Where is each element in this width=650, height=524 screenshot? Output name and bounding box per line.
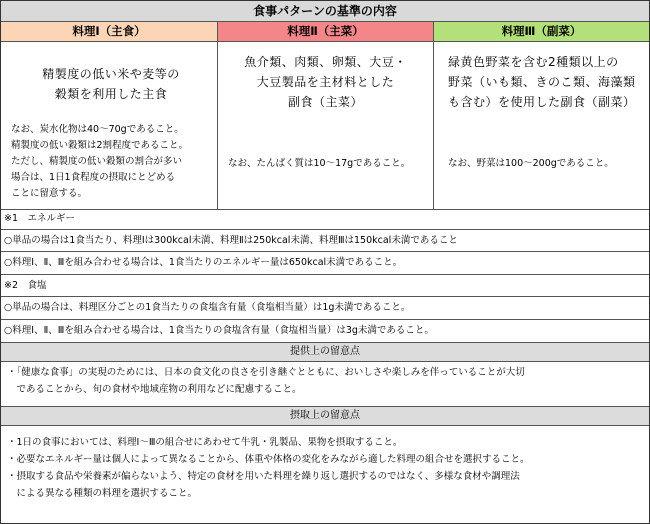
- main-dish-description: 魚介類、肉類、卵類、大豆・ 大豆製品を主材料とした 副食（主菜）: [244, 55, 407, 109]
- intake-text: ・1日の食事においては、料理Ⅰ～Ⅲの組合せにあわせて牛乳・乳製品、果物を摂取すること。 ・必要なエネルギー量は個人によって異なることから、体重や体格の変化をみながら適した料理の組合せを選択すること。 ・摂取する食品や栄養素が偏らないよう、特定の食材を用いた料理を繰り返し選択するのではなく、多様な食材や調理法 による異なる種類の料理を選択すること。: [7, 437, 530, 499]
- divider: [1, 229, 649, 230]
- column-staple: [1, 42, 218, 210]
- divider: [1, 296, 649, 297]
- header-staple: 料理Ⅰ（主食）: [1, 22, 218, 42]
- divider: [1, 319, 649, 320]
- energy-single: ○単品の場合は1食当たり、料理Ⅰは300kcal未満、料理Ⅱは250kcal未満、料理Ⅲは150kcal未満であること: [4, 235, 458, 246]
- salt-combined: ○料理Ⅰ、Ⅱ、Ⅲを組み合わせる場合は、1食当たりの食塩含有量（食塩相当量）は3g未満であること。: [4, 325, 434, 336]
- provision-header: 提供上の留意点: [1, 342, 649, 362]
- salt-single: ○単品の場合は、料理区分ごとの1食当たりの食塩含有量（食塩相当量）は1g未満であること。: [4, 302, 411, 313]
- provision-text: ・「健康な食事」の実現のためには、日本の食文化の良さを引き継ぐとともに、おいしさや楽しみを伴っていることが大切 であることから、旬の食材や地域産物の利用などに配慮すること。: [7, 367, 525, 395]
- salt-heading: ※2 食塩: [4, 280, 47, 291]
- column-main-dish: [218, 42, 434, 210]
- header-main-dish: 料理Ⅱ（主菜）: [218, 22, 434, 42]
- main-dish-note: なお、たんぱく質は10～17gであること。: [228, 158, 411, 169]
- energy-combined: ○料理Ⅰ、Ⅱ、Ⅲを組み合わせる場合は、1食当たりのエネルギー量は650kcal未満であること。: [4, 257, 403, 268]
- intake-header: 摂取上の留意点: [1, 406, 649, 426]
- staple-note: なお、炭水化物は40～70gであること。 精製度の低い穀類は2割程度であること。 ただし、精製度の低い穀類の割合が多い 場合は、1日1食程度の摂取にとどめる ことに留意する。: [11, 124, 189, 199]
- table-title: 食事パターンの基準の内容: [1, 1, 649, 22]
- divider: [1, 251, 649, 252]
- side-dish-note: なお、野菜は100～200gであること。: [448, 158, 614, 169]
- energy-heading: ※1 エネルギー: [4, 213, 76, 224]
- column-side-dish: [434, 42, 649, 210]
- staple-description: 精製度の低い米や麦等の 穀類を利用した主食: [42, 67, 180, 101]
- header-side-dish: 料理Ⅲ（副菜）: [434, 22, 649, 42]
- divider: [1, 274, 649, 275]
- side-dish-description: 緑黄色野菜を含む2種類以上の 野菜（いも類、きのこ類、海藻類 も含む）を使用した副食（副菜）: [448, 55, 636, 109]
